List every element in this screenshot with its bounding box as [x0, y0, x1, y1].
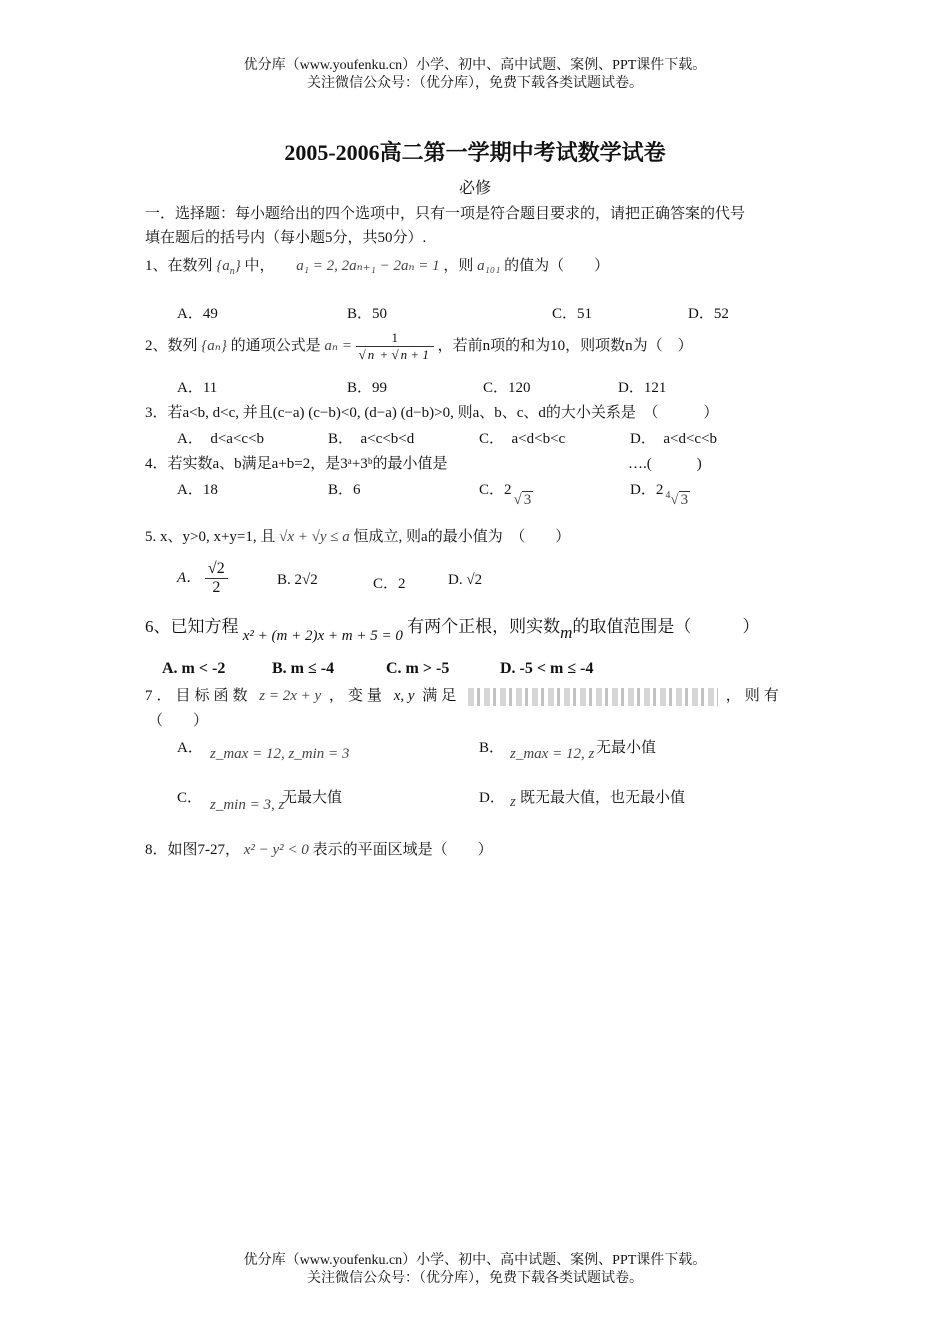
q3-option-c: C． a<d<b<c — [479, 431, 566, 447]
q6-text-a: 6、已知方程 — [145, 617, 239, 636]
question-5 — [145, 525, 570, 546]
question-7 — [145, 684, 783, 706]
q3-option-a: A． d<a<c<b — [177, 431, 265, 447]
q2-option-a: A．11 — [177, 380, 218, 396]
q3-option-d: D． a<d<c<b — [630, 431, 718, 447]
page-title: 2005-2006高二第一学期中考试数学试卷 — [284, 140, 666, 165]
q7-option-c-label: C． — [177, 790, 203, 806]
q1-condition: a₁ = 2, 2aₙ₊₁ − 2aₙ = 1 — [296, 258, 440, 274]
q4-option-c: C．2√ 3 — [479, 482, 532, 508]
section-instruction-line-2: 填在题后的括号内（每小题5分，共50分）. — [145, 230, 427, 246]
q7-option-a: z_max = 12, z_min = 3 — [210, 746, 350, 762]
q2-fraction-numerator: 1 — [356, 330, 434, 347]
q7-option-b-label: B． — [479, 740, 505, 756]
q7-text-a: 7．目标函数 — [145, 688, 252, 704]
q7-variables: x, y — [393, 688, 415, 704]
q7-option-b-tail: 无最小值 — [596, 740, 657, 756]
q2-option-d: D．121 — [618, 380, 667, 396]
q5-text-a: 5. x、y>0, x+y=1, 且 — [145, 529, 276, 545]
q7-option-d-label: D． — [479, 790, 505, 806]
q5-inequality: √x + √y ≤ a — [279, 529, 350, 545]
q6-equation: x² + (m + 2)x + m + 5 = 0 — [242, 628, 403, 644]
q2-lhs: aₙ = — [324, 337, 352, 354]
q7-option-c-tail: 无最大值 — [282, 790, 343, 806]
q7-option-a-label: A． — [177, 740, 203, 756]
q5-option-b: B. 2√2 — [277, 572, 318, 588]
q1-text-b: 中， — [244, 258, 275, 274]
q4-answer-paren: ….( ) — [628, 456, 702, 472]
q2-option-c: C．120 — [483, 380, 531, 396]
q6-option-c: C. m > -5 — [386, 660, 450, 677]
q4-option-c-radicand: 3 — [523, 492, 532, 508]
page-subtitle: 必修 — [458, 180, 491, 197]
q1-text-d: 的值为（ ） — [504, 258, 610, 274]
q2-text-c: ，若前n项的和为10，则项数n为（ ） — [437, 337, 693, 354]
question-3: 3．若a<b, d<c, 并且(c−a) (c−b)<0, (d−a) (d−b)>0, 则a、b、c、d的大小关系是 （ ） — [145, 405, 719, 421]
q8-text-b: 表示的平面区域是（ ） — [312, 842, 493, 858]
q7-option-d: z — [510, 794, 516, 810]
q5-option-a: A． $\frac{√2}{2}$ — [177, 560, 228, 597]
footer-line-1: 优分库（www.youfenku.cn）小学、初中、高中试题、案例、PPT课件下载。 — [243, 1253, 707, 1268]
q1-option-d: D．52 — [688, 306, 729, 322]
q2-option-b: B．99 — [347, 380, 388, 396]
q6-option-d: D. -5 < m ≤ -4 — [500, 660, 594, 677]
q2-text-b: 的通项公式是 — [230, 337, 321, 354]
header-line-1: 优分库（www.youfenku.cn）小学、初中、高中试题、案例、PPT课件下载。 — [243, 58, 707, 73]
q7-option-b: z_max = 12, z — [510, 746, 595, 762]
question-6 — [145, 612, 760, 644]
question-4: 4．若实数a、b满足a+b=2，是3ᵃ+3ᵇ的最小值是 — [145, 456, 448, 472]
q4-option-a: A．18 — [177, 482, 218, 498]
q4-option-d-index: 4 — [665, 490, 671, 501]
q5-option-a-denominator: 2 — [212, 579, 221, 596]
q4-option-d-radicand: 3 — [680, 492, 689, 508]
q1-target: a₁₀₁ — [477, 258, 501, 274]
q2-fraction — [356, 330, 434, 363]
q1-text-a: 1、在数列 — [145, 258, 213, 274]
question-1 — [145, 254, 609, 277]
q7-option-c: z_min = 3, z — [210, 797, 285, 813]
section-instruction-line-1: 一．选择题：每小题给出的四个选项中，只有一项是符合题目要求的，请把正确答案的代号 — [145, 206, 746, 222]
q1-text-c: ，则 — [443, 258, 474, 274]
q6-text-b: 有两个正根，则实数 — [407, 617, 561, 636]
q5-option-a-numerator: √2 — [205, 560, 228, 579]
q2-sequence: {aₙ} — [201, 337, 227, 354]
q1-option-c: C．51 — [552, 306, 593, 322]
q5-option-d: D. √2 — [448, 572, 483, 588]
question-2 — [145, 330, 693, 363]
q1-option-b: B．50 — [347, 306, 388, 322]
q8-text-a: 8．如图7-27， — [145, 842, 240, 858]
q6-variable: m — [560, 623, 573, 642]
q2-fraction-denominator: √ n + √ n + 1 — [358, 347, 429, 362]
q2-text-a: 2、数列 — [145, 337, 198, 354]
q7-answer-paren: （ ） — [148, 713, 209, 729]
q5-option-c: C．2 — [373, 576, 406, 592]
q1-option-a: A．49 — [177, 306, 218, 322]
q6-text-c: 的取值范围是（ ） — [572, 617, 760, 636]
q3-option-b: B． a<c<b<d — [328, 431, 415, 447]
q7-text-d: ，则有 — [725, 688, 783, 704]
q7-option-d-tail: 既无最大值，也无最小值 — [520, 790, 686, 806]
q7-function: z = 2x + y — [259, 688, 322, 704]
q6-option-b: B. m ≤ -4 — [272, 660, 335, 677]
q7-constraints-image — [468, 688, 718, 706]
q5-text-b: 恒成立, 则a的最小值为 （ ） — [353, 529, 571, 545]
footer-line-2: 关注微信公众号：（优分库），免费下载各类试题试卷。 — [307, 1271, 643, 1286]
q6-option-a: A. m < -2 — [162, 660, 226, 677]
q1-sequence: $\{a_n\}$ — [216, 258, 241, 277]
header-line-2: 关注微信公众号：（优分库），免费下载各类试题试卷。 — [307, 76, 643, 91]
question-8 — [145, 838, 493, 859]
q7-text-c: 满足 — [422, 688, 461, 704]
q4-option-d: D．2 $^4$√ 3 — [630, 482, 689, 508]
q8-inequality: x² − y² < 0 — [243, 842, 309, 858]
q4-option-b: B．6 — [328, 482, 361, 498]
q7-text-b: ，变量 — [328, 688, 386, 704]
